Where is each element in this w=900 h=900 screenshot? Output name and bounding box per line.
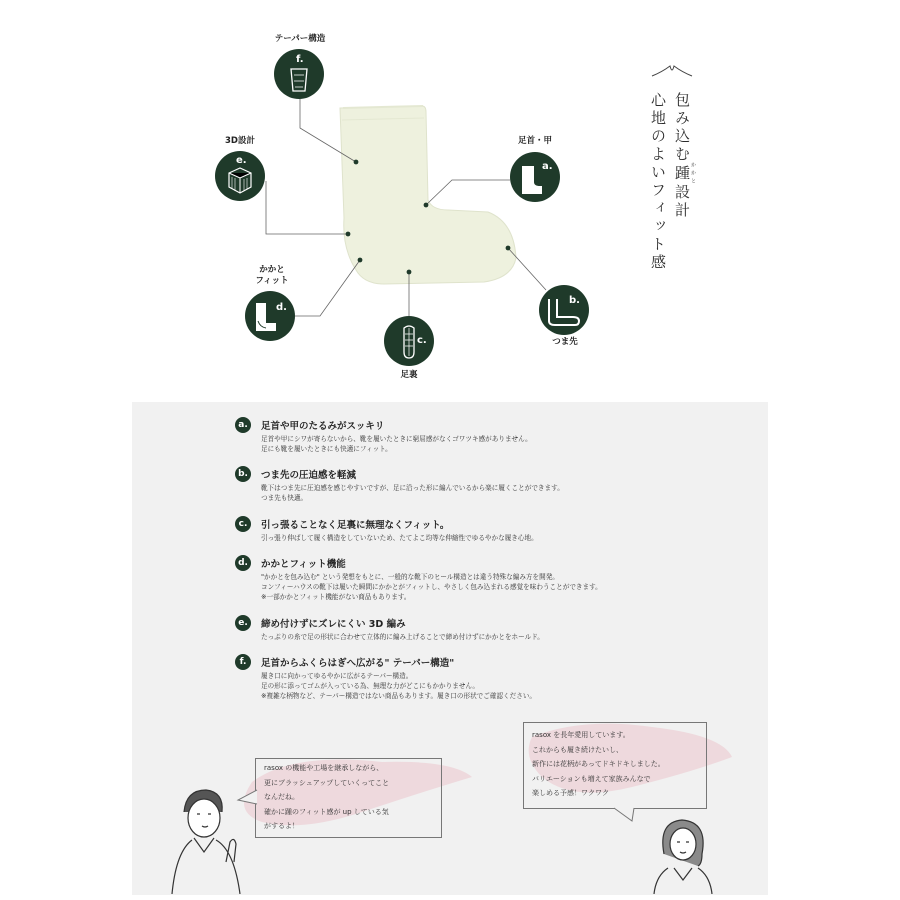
label-3d: 3D設計 <box>225 136 255 146</box>
badge-heel <box>245 291 295 341</box>
badge-sole <box>384 316 434 366</box>
headline-line2: 心地のよいフィット感 <box>649 92 667 272</box>
headline-line1 <box>672 92 696 220</box>
ribbon-ornament-icon <box>650 62 694 82</box>
woman-illustration <box>650 814 716 894</box>
feature-d-line3: ※一部かかとフィット機能がない商品もあります。 <box>261 593 411 601</box>
badge-letter-b: b. <box>569 295 580 306</box>
feature-c-line1: 引っ張り伸ばして履く構造をしていないため、たてよこ均等な伸縮性でゆるやかな履き心地。 <box>261 534 538 542</box>
woman-comment-text <box>532 728 665 801</box>
badge-instep <box>510 152 560 202</box>
badge-letter-d: d. <box>276 302 287 313</box>
man-illustration <box>164 782 254 894</box>
label-heel-line1: かかと <box>259 265 285 275</box>
badge-letter-a: a. <box>542 161 553 172</box>
label-taper: テーパー構造 <box>274 34 326 44</box>
badge-letter-e: e. <box>236 155 247 166</box>
feature-f-title: 足首からふくらはぎへ広がる" テーパー構造" <box>261 658 455 669</box>
feature-a-title: 足首や甲のたるみがスッキリ <box>261 421 385 432</box>
woman-line5: 楽しめる予感！ワクワク <box>532 789 609 797</box>
badge-toe <box>539 285 589 335</box>
feature-f <box>235 654 755 702</box>
feature-e-title: 締め付けずにズレにくい 3D 編み <box>261 619 406 630</box>
feature-b-desc <box>261 483 564 503</box>
feature-f-line2: 足の形に添ってゴムが入っている為、無理な力がどこにもかかりません。 <box>261 682 479 690</box>
man-line5: がするよ！ <box>264 822 299 830</box>
man-comment-text <box>264 761 389 834</box>
label-sole: 足裏 <box>400 370 418 380</box>
label-instep: 足首・甲 <box>517 136 552 146</box>
feature-a-badge: a. <box>235 417 251 433</box>
man-line3: なんだね。 <box>264 793 299 801</box>
feature-c-title: 引っ張ることなく足裏に無理なくフィット。 <box>261 520 450 531</box>
feature-c <box>235 516 755 544</box>
toe-icon <box>539 285 589 335</box>
feature-b-badge: b. <box>235 466 251 482</box>
feature-b-line2: つま先も快適。 <box>261 494 308 502</box>
feature-f-badge: f. <box>235 654 251 670</box>
badge-letter-f: f. <box>296 54 304 65</box>
badge-taper <box>274 49 324 99</box>
heel-kanji: 踵 <box>673 162 691 186</box>
label-heel <box>244 265 300 287</box>
feature-e-desc <box>261 632 544 642</box>
woman-line3: 新作には花柄があってドキドキしました。 <box>532 760 665 768</box>
sock-shape <box>340 106 516 284</box>
headline-heel-kanji <box>673 162 696 186</box>
woman-bubble-tail <box>612 807 636 823</box>
feature-a-line2: 足にも靴を履いたときにも快適にフィット。 <box>261 445 392 453</box>
feature-d-desc <box>261 572 602 602</box>
badge-3d <box>215 151 265 201</box>
headline-line1-start: 包み込む <box>673 92 691 164</box>
heel-fit-icon <box>245 291 295 341</box>
feature-d-badge: d. <box>235 555 251 571</box>
feature-f-line1: 履き口に向かってゆるやかに広がるテーパー構造。 <box>261 672 413 680</box>
badge-letter-c: c. <box>417 335 427 346</box>
man-line1: rasox の機能や工場を継承しながら、 <box>264 764 384 772</box>
feature-c-desc <box>261 533 538 543</box>
feature-e-badge: e. <box>235 615 251 631</box>
man-line2: 更にブラッシュアップしていくってこと <box>264 778 390 787</box>
feature-a <box>235 417 755 453</box>
headline-line1-end: 設計 <box>673 184 691 220</box>
feature-b-line1: 靴下はつま先に圧迫感を感じやすいですが、足に沿った形に編んでいるから楽に履くことができます。 <box>261 484 564 492</box>
feature-d-line2: コンフィーハウスの靴下は履いた瞬間にかかとがフィットし、やさしく包み込まれる感覚を味わうことができます。 <box>261 583 602 591</box>
woman-line1: rasox を長年愛用しています。 <box>532 731 630 739</box>
ankle-instep-icon <box>510 152 560 202</box>
feature-d-title: かかとフィット機能 <box>261 559 346 570</box>
label-heel-line2: フィット <box>255 276 289 287</box>
feature-e-line1: たっぷりの糸で足の形状に合わせて立体的に編み上げることで締め付けずにかかとをホールド。 <box>261 633 544 641</box>
feature-f-line3: ※複雑な柄物など、テーパー構造ではない商品もあります。履き口の形状でご確認ください。 <box>261 692 537 700</box>
feature-f-desc <box>261 671 536 701</box>
sock-illustration <box>0 0 900 400</box>
feature-b-title: つま先の圧迫感を軽減 <box>261 470 357 481</box>
label-toe: つま先 <box>552 337 578 347</box>
heel-ruby: かかと <box>690 162 696 186</box>
man-line4: 確かに踵のフィット感が up している気 <box>264 807 389 816</box>
feature-e <box>235 615 755 643</box>
feature-a-desc <box>261 434 532 454</box>
feature-d-line1: "かかとを包み込む" という発想をもとに、一般的な靴下のヒール構造とは違う特殊な編み方を開発。 <box>261 573 559 581</box>
woman-line2: これからも履き続けたいし、 <box>532 745 623 754</box>
feature-c-badge: c. <box>235 516 251 532</box>
feature-b <box>235 466 755 502</box>
feature-d <box>235 555 755 603</box>
woman-line4: バリエーションも増えて家族みんなで <box>532 774 651 783</box>
sock-diagram <box>0 0 900 400</box>
feature-a-line1: 足首や甲にシワが寄らないから、靴を履いたときに窮屈感がなくゴワツキ感がありません。 <box>261 435 532 443</box>
features-panel <box>132 402 768 895</box>
